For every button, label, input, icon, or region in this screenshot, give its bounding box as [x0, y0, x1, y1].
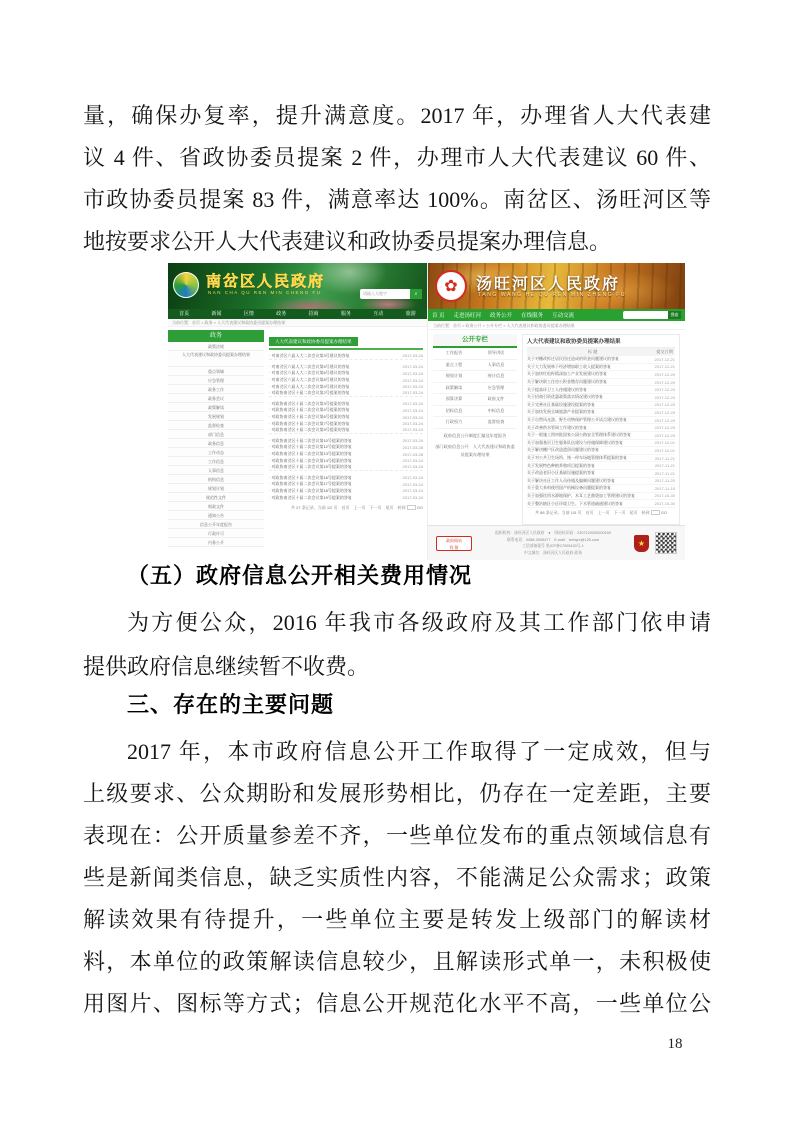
nancha-gov-logo — [173, 272, 199, 298]
table-row[interactable] — [527, 447, 675, 455]
article-title[interactable]: 关于解决社区工作人员待遇及编制问题建议的答复 — [527, 477, 615, 483]
pagination-text[interactable]: 共 88 条记录，当前 1/5 页 首页 上一页 下一页 尾页 转到 — [535, 509, 650, 515]
nancha-sidebar-item[interactable]: 监督检查 — [168, 421, 264, 430]
tangwanghe-site-pinyin: TANG WANG HE QU REN MIN ZHENG FU — [478, 292, 627, 298]
article-date: 2017-03-24 — [402, 438, 423, 444]
nancha-sidebar-item[interactable]: 政务信息 — [168, 439, 264, 448]
article-date: 2017-03-24 — [402, 370, 423, 376]
nancha-search-box[interactable] — [360, 289, 422, 299]
table-row[interactable] — [527, 493, 675, 501]
nancha-site-pinyin: NAN CHA QU REN MIN CHENG FU — [208, 290, 322, 295]
table-row[interactable] — [527, 402, 675, 410]
article-title[interactable]: 关于解决棚户区改造遗留问题建议的答复 — [527, 447, 599, 453]
nancha-sidebar-item[interactable]: 内务公开 — [168, 538, 264, 547]
nancha-nav-item[interactable]: 政务 — [276, 311, 287, 317]
tangwanghe-site-title: 汤旺河区人民政府 — [476, 276, 621, 293]
article-title[interactable]: · 对南岔区六届人大二次会议第8号建议的答复 — [269, 377, 350, 383]
text-line: 料，本单位的政策解读信息较少，且解读形式单一，未积极使 — [83, 949, 711, 974]
list-item[interactable] — [269, 414, 423, 421]
nancha-nav-item[interactable]: 首页 — [179, 311, 190, 317]
article-date: 2017-03-28 — [402, 444, 423, 450]
nancha-pagination[interactable] — [269, 505, 423, 511]
sidebar-link[interactable]: 招标信息 — [433, 406, 475, 418]
tangwanghe-gov-logo: ✿ — [435, 270, 467, 302]
nancha-tab-label[interactable]: 人大代表建议和政协委员提案办理结果 — [269, 337, 358, 346]
table-row[interactable] — [527, 364, 675, 372]
article-date: 2017-12-21 — [654, 356, 675, 362]
list-item[interactable] — [269, 364, 423, 371]
sidebar-link[interactable]: 政策解读 — [433, 383, 475, 395]
article-title[interactable]: 关于加强饮用水源地保护、木耳工艺菌袋加工管理建议的答复 — [527, 492, 635, 498]
article-title[interactable]: 关于提高环卫工人待遇建议的答复 — [527, 386, 587, 392]
list-item[interactable] — [269, 494, 423, 501]
footer-line-4: 中文域名：汤旺河区人民政府.政务 — [523, 550, 582, 555]
tangwanghe-nav-item[interactable]: 首 页 — [432, 313, 445, 319]
nancha-search-icon[interactable]: ⌕ — [410, 289, 422, 299]
tangwanghe-pagination[interactable] — [527, 510, 675, 516]
text-line: 市政协委员提案 83 件，满意率达 100%。南岔区、汤旺河区等 — [83, 187, 711, 212]
tangwanghe-breadcrumb: 当前位置：首页 > 政务公开 > 公开专栏 > 人大代表建议和政协委员提案办理结果 — [428, 321, 685, 330]
article-title[interactable]: · 对政协南岔区十届二次会议第14号提案的答复 — [269, 458, 352, 464]
text-line: 用图片、图标等方式；信息公开规范化水平不高，一些单位公 — [83, 991, 711, 1016]
tangwanghe-search-button[interactable]: 搜索 — [668, 311, 681, 319]
table-row[interactable] — [527, 386, 675, 394]
nancha-sidebar-item[interactable]: 通知公告 — [168, 511, 264, 520]
article-date: 2017-03-24 — [402, 427, 423, 433]
article-title[interactable]: · 对南岔区六届人大二次会议第5号建议的答复 — [269, 364, 350, 370]
article-title[interactable]: 关于自然风光游、野生动物保护管理公开试点建议的答复 — [527, 417, 627, 423]
article-date: 2017-11-21 — [654, 463, 675, 469]
nancha-nav-item[interactable]: 新闻 — [211, 311, 222, 317]
column-title: 标 题 — [587, 349, 598, 354]
website-screenshots — [168, 263, 685, 560]
article-title[interactable]: · 对政协南岔区十届二次会议第4号提案的答复 — [269, 407, 350, 413]
nancha-sidebar-item[interactable]: 工作动态 — [168, 448, 264, 457]
article-title[interactable]: · 对政协南岔区十届二次会议第12号提案的答复 — [269, 444, 352, 450]
table-row[interactable] — [527, 462, 675, 470]
nancha-sidebar-item[interactable]: 部门信息 — [168, 430, 264, 439]
article-date: 2017-03-24 — [402, 475, 423, 481]
paragraph-fees — [83, 601, 711, 689]
text-line: 提供政府信息继续暂不收费。 — [83, 654, 370, 679]
text-line: 上级要求、公众期盼和发展形势相比，仍存在一定差距，主要 — [83, 781, 711, 806]
list-item[interactable] — [269, 420, 423, 427]
article-title[interactable]: · 对政协南岔区十届二次会议第6号提案的答复 — [269, 414, 350, 420]
nancha-breadcrumb: 当前位置：首页 > 政务 > 人大代表建议和政协委员提案办理结果 — [168, 319, 427, 327]
article-date: 2017-12-01 — [654, 447, 675, 453]
sidebar-link[interactable]: 重点工程 — [433, 360, 475, 372]
nancha-sidebar-item[interactable]: 政策法规 — [168, 342, 264, 351]
article-title[interactable]: 关于对棚改拆迁居民回迁造成的资金问题建议的答复 — [527, 356, 619, 362]
sidebar-link[interactable]: 政府文件 — [475, 394, 517, 406]
nancha-sidebar-item[interactable]: 政策解读 — [168, 403, 264, 412]
nancha-header-banner — [168, 263, 427, 309]
article-title[interactable]: 关于招商引资优惠政策落实情况建议的答复 — [527, 394, 603, 400]
list-item[interactable] — [269, 438, 423, 445]
article-date: 2017-03-24 — [402, 407, 423, 413]
article-date: 2017-03-24 — [402, 401, 423, 407]
list-item[interactable] — [269, 390, 423, 397]
article-date: 2017-03-24 — [402, 377, 423, 383]
tangwanghe-result-panel — [522, 334, 680, 525]
nancha-sidebar-item[interactable]: 机构信息 — [168, 475, 264, 484]
table-row[interactable] — [527, 470, 675, 478]
article-date: 2017-03-24 — [402, 481, 423, 487]
article-date: 2017-03-24 — [402, 390, 423, 396]
article-date: 2017-10-30 — [654, 501, 675, 507]
article-title[interactable]: 关于完善社区基础设施建设提案的答复 — [527, 401, 595, 407]
sidebar-link[interactable]: 监督检查 — [475, 417, 517, 429]
nancha-sidebar-item[interactable]: 财政文件 — [168, 502, 264, 511]
nancha-sidebar-item[interactable]: 规划计划 — [168, 484, 264, 493]
nancha-sidebar-item[interactable]: 应急管理 — [168, 376, 264, 385]
article-date: 2017-03-24 — [402, 384, 423, 390]
list-item[interactable] — [269, 451, 423, 458]
article-title[interactable]: · 对政协南岔区十届二次会议第3号提案的答复 — [269, 401, 350, 407]
nancha-navbar — [168, 309, 427, 319]
sidebar-link[interactable]: 预算决算 — [433, 394, 475, 406]
article-title[interactable]: · 对政协南岔区十届二次会议第16号提案的答复 — [269, 475, 352, 481]
list-item[interactable] — [269, 475, 423, 482]
footer-line-3: 工信部备案号 黑ICP备17005430号-1 — [522, 544, 584, 548]
article-title[interactable]: 关于加快红松籽精深加工产业发展建议的答复 — [527, 371, 607, 377]
list-item[interactable] — [269, 427, 423, 434]
article-date: 2017-11-15 — [654, 485, 675, 491]
article-title[interactable]: 关于重大来料使用国产机械设备问题提案的答复 — [527, 485, 611, 491]
result-list-title: 人大代表建议和政协委员提案办理结果 — [527, 337, 675, 348]
nancha-main — [269, 330, 423, 559]
article-title[interactable]: · 对政协南岔区十届二次会议第17号提案的答复 — [269, 481, 352, 487]
text-line: 量，确保办复率，提升满意度。2017 年，办理省人大代表建 — [83, 103, 711, 128]
table-row[interactable] — [527, 394, 675, 402]
list-item[interactable] — [269, 370, 423, 377]
tangwanghe-nav-item[interactable]: 政务公开 — [490, 313, 513, 319]
nancha-sidebar-item[interactable]: 政务会议 — [168, 394, 264, 403]
go-button[interactable]: GO — [660, 509, 667, 515]
article-date: 2017-12-20 — [654, 402, 675, 408]
article-title[interactable]: 关于改造老旧小区基础设施提案的答复 — [527, 470, 595, 476]
nancha-sidebar-item[interactable]: 信息公开年度报告 — [168, 520, 264, 529]
pagination-text[interactable]: 共 27 条记录，当前 1/2 页 首页 上一页 下一页 尾页 转到 — [291, 504, 406, 510]
article-date: 2017-03-24 — [402, 364, 423, 370]
article-title[interactable]: · 对政协南岔区十届二次会议第19号提案的答复 — [269, 495, 352, 501]
table-row[interactable] — [527, 478, 675, 486]
sidebar-link[interactable]: 行政权力 — [433, 417, 475, 429]
sidebar-link[interactable]: 规划计划 — [433, 371, 475, 383]
article-title[interactable]: · 对南岔区六届人大二次会议第6号建议的答复 — [269, 370, 350, 376]
text-line: 解读效果有待提升，一些单位主要是转发上级部门的解读材 — [83, 907, 711, 932]
column-date: 提交日期 — [656, 349, 673, 354]
article-date: 2017-12-20 — [654, 394, 675, 400]
article-title[interactable]: 关于整治辖区小区环境卫生、下水管道疏通建议的答复 — [527, 500, 623, 506]
article-title[interactable]: 关于改善供水管网工作建议的答复 — [527, 424, 587, 430]
article-title[interactable]: 关于对公共卫生场所、统一停车场地管理体系提案的答复 — [527, 455, 627, 461]
text-line: 表现在：公开质量参差不齐，一些单位发布的重点领域信息有 — [83, 823, 711, 848]
tangwanghe-sidebar-links — [433, 348, 517, 429]
sidebar-long-link[interactable]: 政府信息公开制度汇编及年度报告 — [443, 432, 507, 438]
section-heading-fees: （五）政府信息公开相关费用情况 — [127, 563, 473, 588]
nancha-sidebar-item[interactable]: 规范性文件 — [168, 493, 264, 502]
sidebar-link[interactable]: 人事信息 — [475, 360, 517, 372]
list-item[interactable] — [269, 377, 423, 384]
article-date: 2017-11-21 — [654, 470, 675, 476]
nancha-sidebar-item[interactable]: 发展规划 — [168, 412, 264, 421]
nancha-sidebar-item[interactable]: 重点领域 — [168, 367, 264, 376]
article-date: 2017-03-24 — [402, 464, 423, 470]
nancha-sidebar-title: 政务 — [168, 330, 264, 342]
nancha-nav-item[interactable]: 招商 — [308, 311, 319, 317]
text-line: 地按要求公开人大代表建议和政协委员提案办理信息。 — [83, 229, 612, 254]
list-item[interactable] — [269, 481, 423, 488]
nancha-gov-screenshot — [168, 263, 428, 560]
article-title[interactable]: · 对南岔区六届人大二次会议第9号建议的答复 — [269, 384, 350, 390]
article-date: 2017-12-20 — [654, 417, 675, 423]
nancha-sidebar-item[interactable]: 人事信息 — [168, 466, 264, 475]
nancha-sidebar-item[interactable]: 行政许可 — [168, 529, 264, 538]
article-title[interactable]: · 对政协南岔区十届二次会议第13号提案的答复 — [269, 451, 352, 457]
section-heading-problems: 三、存在的主要问题 — [127, 692, 335, 717]
article-title[interactable]: 关于加快发展全域旅游产业提案的答复 — [527, 409, 595, 415]
nancha-sidebar-item[interactable]: 工作信息 — [168, 457, 264, 466]
page-jump-input[interactable] — [407, 505, 416, 510]
list-item[interactable] — [269, 407, 423, 414]
list-item[interactable] — [269, 457, 423, 464]
nancha-nav-item[interactable]: 区情 — [243, 311, 254, 317]
tangwanghe-sidebar — [433, 334, 517, 525]
sidebar-link[interactable]: 统计信息 — [475, 371, 517, 383]
footer-info — [472, 530, 634, 556]
table-row[interactable] — [527, 356, 675, 364]
list-item[interactable] — [269, 444, 423, 451]
paragraph-suggestions-summary — [83, 95, 711, 263]
article-date: 2017-12-20 — [654, 387, 675, 393]
nancha-section-tab — [269, 330, 423, 350]
text-line: 为方便公众，2016 年我市各级政府及其工作部门依申请 — [127, 610, 711, 635]
nancha-nav-item[interactable]: 旅游 — [405, 311, 416, 317]
table-row[interactable] — [527, 417, 675, 425]
article-title[interactable]: · 对政协南岔区十届二次会议第2号提案的答复 — [269, 390, 350, 396]
nancha-article-list — [269, 353, 423, 501]
tangwanghe-header-banner — [428, 263, 685, 309]
nancha-nav-item[interactable]: 互动 — [373, 311, 384, 317]
tangwanghe-nav-item[interactable]: 走进汤旺河 — [453, 313, 482, 319]
nancha-site-title: 南岔区人民政府 — [206, 273, 326, 290]
text-line: 些是新闻类信息，缺乏实质性内容，不能满足公众需求；政策 — [83, 865, 711, 890]
footer-line-2: 联系电话：0458-3535477 E-mail：twhqzx@126.com — [506, 537, 600, 542]
article-date: 2017-03-24 — [402, 488, 423, 494]
table-row[interactable] — [527, 371, 675, 379]
table-row[interactable] — [527, 500, 675, 508]
article-date: 2017-12-20 — [654, 379, 675, 385]
table-row[interactable] — [527, 409, 675, 417]
article-date: 2017-03-24 — [402, 353, 423, 359]
nancha-sidebar — [168, 330, 264, 559]
nancha-nav-item[interactable]: 服务 — [341, 311, 352, 317]
table-row[interactable] — [527, 455, 675, 463]
table-row[interactable] — [527, 424, 675, 432]
article-date: 2017-03-28 — [402, 451, 423, 457]
nancha-search-input[interactable]: 请输入关键字 — [363, 291, 387, 296]
page-jump-input[interactable] — [651, 510, 660, 515]
article-date: 2017-12-20 — [654, 409, 675, 415]
article-title[interactable]: 关于解决职工住房公积金缴存问题建议的答复 — [527, 379, 607, 385]
table-row[interactable] — [527, 432, 675, 440]
article-title[interactable]: · 对南岔区六届人大二次会议第3号建议的答复 — [269, 353, 350, 359]
article-date: 2017-11-20 — [654, 478, 675, 484]
article-date: 2017-03-24 — [402, 414, 423, 420]
tangwanghe-navbar — [428, 309, 685, 321]
tangwanghe-nav-item[interactable]: 互动交流 — [552, 313, 575, 319]
table-row[interactable] — [527, 440, 675, 448]
list-item[interactable] — [269, 353, 423, 360]
article-title[interactable]: 关于大力发展林下经济增加职工收入提案的答复 — [527, 363, 611, 369]
list-item[interactable] — [269, 383, 423, 390]
footer-line-1: 组织机构：汤旺河区人民政府 ● 网站标识码：2307120200000150 — [495, 531, 611, 535]
paragraph-problems — [83, 731, 711, 1025]
article-title[interactable]: 关于一般施工图审批国家公园公路安全管理体系建议的答复 — [527, 432, 631, 438]
site-error-report-logo[interactable]: 政府网站 找 错 — [436, 536, 472, 551]
article-title[interactable]: · 对政协南岔区十届二次会议第10号提案的答复 — [269, 438, 352, 444]
sidebar-link[interactable]: 应急管理 — [475, 383, 517, 395]
article-title[interactable]: · 对政协南岔区十届二次会议第15号提案的答复 — [269, 464, 352, 470]
article-title[interactable]: · 对政协南岔区十届二次会议第18号提案的答复 — [269, 488, 352, 494]
result-table-header — [527, 348, 675, 356]
text-line: 2017 年，本市政府信息公开工作取得了一定成效，但与 — [127, 739, 711, 764]
qr-code — [655, 532, 677, 554]
sidebar-link[interactable]: 领导讲话 — [475, 348, 517, 360]
table-row[interactable] — [527, 485, 675, 493]
article-date: 2017-03-24 — [402, 421, 423, 427]
article-title[interactable]: 关于发展特色种植养殖项目提案的答复 — [527, 462, 595, 468]
tangwanghe-gov-screenshot — [428, 263, 685, 560]
article-date: 2017-03-24 — [402, 495, 423, 501]
article-date: 2017-12-21 — [654, 364, 675, 370]
list-item[interactable] — [269, 401, 423, 408]
tangwanghe-article-list — [527, 356, 675, 508]
tangwanghe-search-box[interactable] — [623, 311, 681, 319]
go-button[interactable]: GO — [416, 504, 423, 510]
text-line: 议 4 件、省政协委员提案 2 件，办理市人大代表建议 60 件、 — [83, 145, 711, 170]
list-item[interactable] — [269, 488, 423, 495]
nancha-sidebar-item[interactable]: 政务工作 — [168, 385, 264, 394]
tangwanghe-footer — [428, 525, 685, 560]
article-title[interactable]: · 对政协南岔区十届二次会议第7号提案的答复 — [269, 421, 350, 427]
nancha-sidebar-items — [168, 342, 264, 547]
list-item[interactable] — [269, 464, 423, 471]
article-title[interactable]: 关于加强基层卫生服务队伍建设与待遇保障建议的答复 — [527, 439, 623, 445]
tangwanghe-sidebar-title: 公开专栏 — [433, 334, 517, 348]
tangwanghe-search-input[interactable] — [623, 311, 668, 319]
article-date: 2017-12-20 — [654, 425, 675, 431]
article-date: 2017-10-30 — [654, 493, 675, 499]
sidebar-long-link[interactable]: 部门政府信息公开 人大代表建议和政协委员提案办理结果 — [435, 443, 515, 457]
article-date: 2017-12-20 — [654, 432, 675, 438]
article-date: 2017-03-24 — [402, 458, 423, 464]
tangwanghe-nav-item[interactable]: 在线服务 — [521, 313, 544, 319]
table-row[interactable] — [527, 379, 675, 387]
article-date: 2017-11-21 — [654, 455, 675, 461]
article-date: 2017-12-01 — [654, 440, 675, 446]
article-date: 2017-12-20 — [654, 371, 675, 377]
page-number: 18 — [667, 1036, 683, 1052]
sidebar-link[interactable]: 中标信息 — [475, 406, 517, 418]
police-badge-icon: ★ — [634, 535, 649, 552]
article-title[interactable]: · 对政协南岔区十届二次会议第9号提案的答复 — [269, 427, 350, 433]
sidebar-link[interactable]: 工作报告 — [433, 348, 475, 360]
nancha-sidebar-item[interactable]: 人大代表建议和政协委员提案办理结果 — [168, 351, 264, 367]
